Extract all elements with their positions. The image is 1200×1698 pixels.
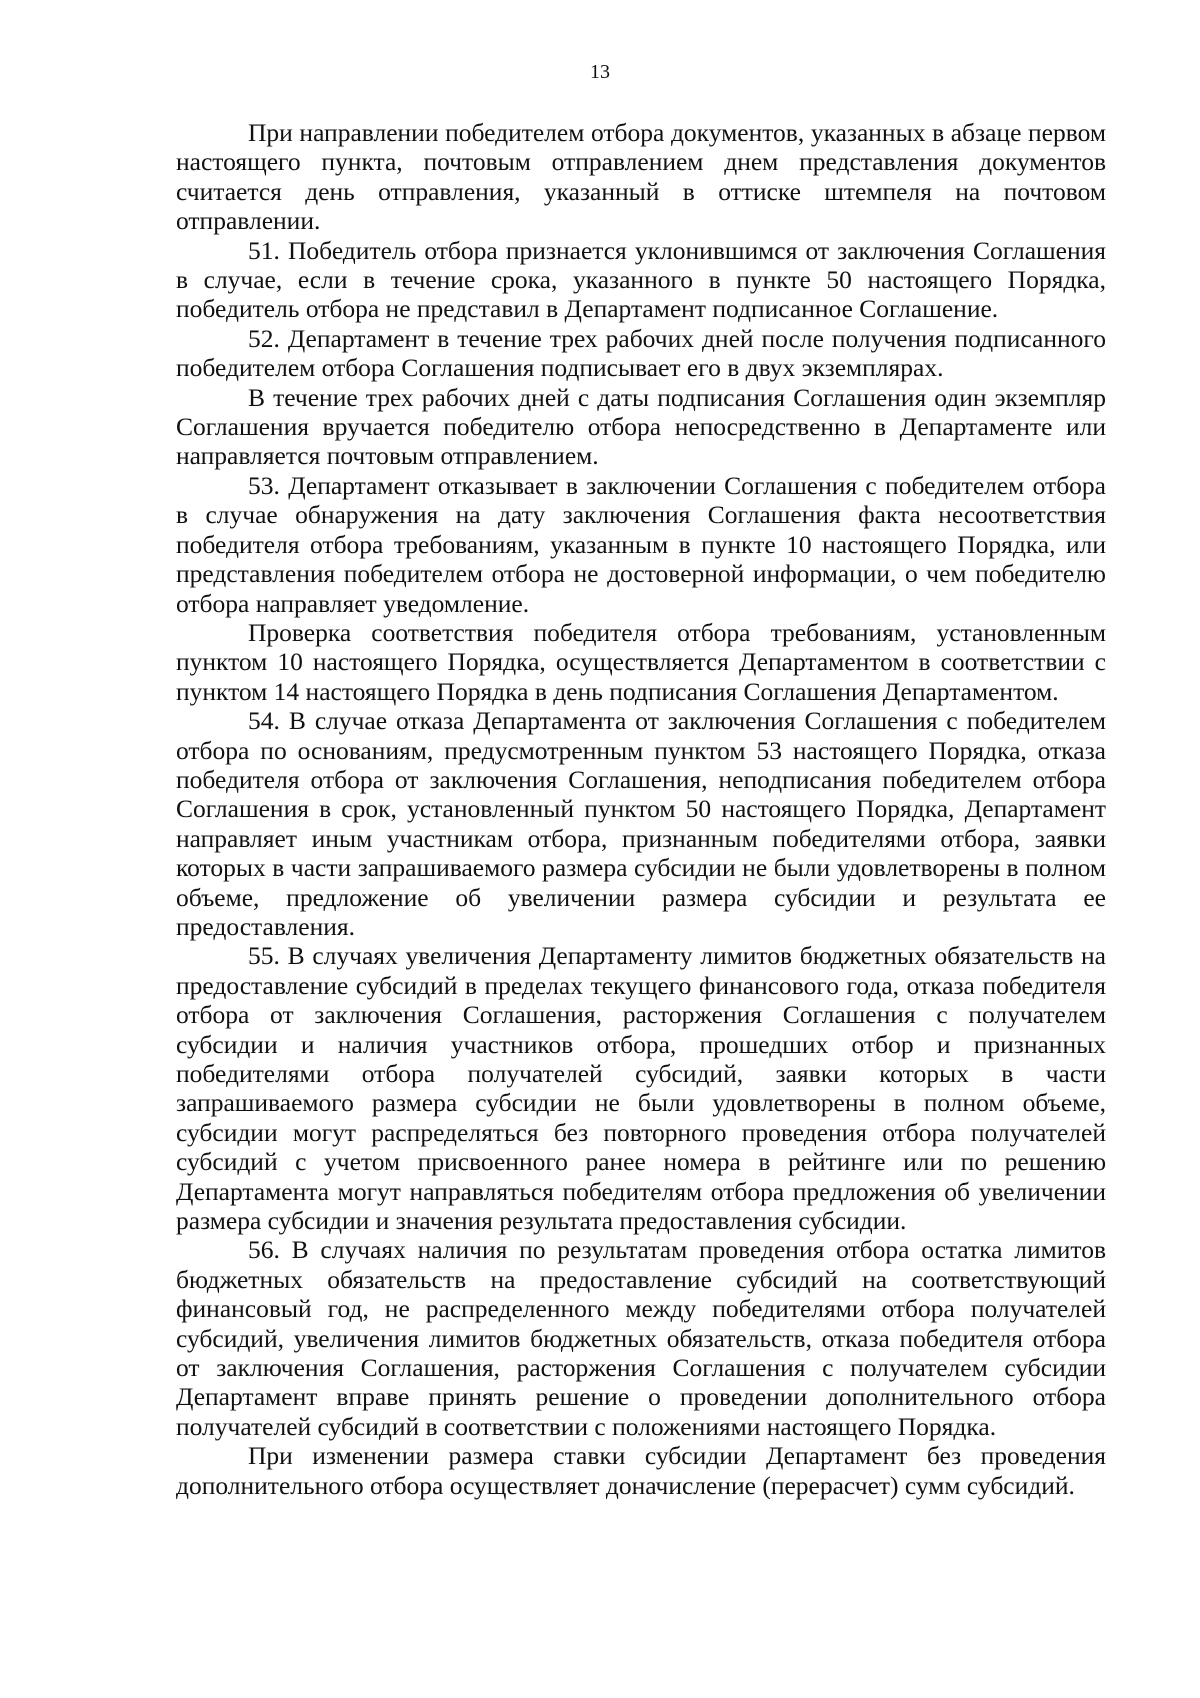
paragraph-52: 52. Департамент в течение трех рабочих дней после получения подписанного победителем отбора Соглашения подписывает его в двух экземплярах. — [176, 323, 1106, 383]
page-number: 13 — [590, 61, 610, 83]
paragraph-56-recalculation: При изменении размера ставки субсидии Департамент без проведения дополнительного отбора осуществляет доначисление (перерасчет) сумм субсидий. — [176, 1441, 1106, 1500]
paragraph-55: 55. В случаях увеличения Департаменту лимитов бюджетных обязательств на предоставление субсидий в пределах текущего финансового года, отказа победителя отбора от заключения Соглашения, расторжения Соглашения с получателем субсидии и наличия участников отбора, прошедших отбор и признанных победителями отбора получателей субсидий, заявки которых в части запрашиваемого размера субсидии не были удовлетворены в полном объеме, субсидии могут распределяться без повторного проведения отбора получателей субсидий с учетом присвоенного ранее номера в рейтинге или по решению Департамента могут направляться победителям отбора предложения об увеличении размера субсидии и значения результата предоставления субсидии. — [176, 941, 1106, 1236]
paragraph-56: 56. В случаях наличия по результатам проведения отбора остатка лимитов бюджетных обязательств на предоставление субсидий на соответствующий финансовый год, не распределенного между победителями отбора получателей субсидий, увеличения лимитов бюджетных обязательств, отказа победителя отбора от заключения Соглашения, расторжения Соглашения с получателем субсидии Департамент вправе принять решение о проведении дополнительного отбора получателей субсидий в соответствии с положениями настоящего Порядка. — [176, 1235, 1106, 1441]
paragraph-53: 53. Департамент отказывает в заключении Соглашения с победителем отбора в случае обнаружения на дату заключения Соглашения факта несоответствия победителя отбора требованиям, указанным в пункте 10 настоящего Порядка, или представления победителем отбора не достоверной информации, о чем победителю отбора направляет уведомление. — [176, 470, 1106, 618]
paragraph-53-verification: Проверка соответствия победителя отбора требованиям, установленным пунктом 10 настоящего Порядка, осуществляется Департаментом в соответствии с пунктом 14 настоящего Порядка в день подписания Соглашения Департаментом. — [176, 617, 1106, 706]
paragraph-52-delivery: В течение трех рабочих дней с даты подписания Соглашения один экземпляр Соглашения вручается победителю отбора непосредственно в Департаменте или направляется почтовым отправлением. — [176, 382, 1106, 471]
document-body — [176, 118, 1106, 1500]
paragraph-postal-submission: При направлении победителем отбора документов, указанных в абзаце первом настоящего пункта, почтовым отправлением днем представления документов считается день отправления, указанный в оттиске штемпеля на почтовом отправлении. — [176, 118, 1106, 236]
paragraph-51: 51. Победитель отбора признается уклонившимся от заключения Соглашения в случае, если в течение срока, указанного в пункте 50 настоящего Порядка, победитель отбора не представил в Департамент подписанное Соглашение. — [176, 235, 1106, 324]
paragraph-54: 54. В случае отказа Департамента от заключения Соглашения с победителем отбора по основаниям, предусмотренным пунктом 53 настоящего Порядка, отказа победителя отбора от заключения Соглашения, неподписания победителем отбора Соглашения в срок, установленный пунктом 50 настоящего Порядка, Департамент направляет иным участникам отбора, признанным победителями отбора, заявки которых в части запрашиваемого размера субсидии не были удовлетворены в полном объеме, предложение об увеличении размера субсидии и результата ее предоставления. — [176, 706, 1106, 941]
